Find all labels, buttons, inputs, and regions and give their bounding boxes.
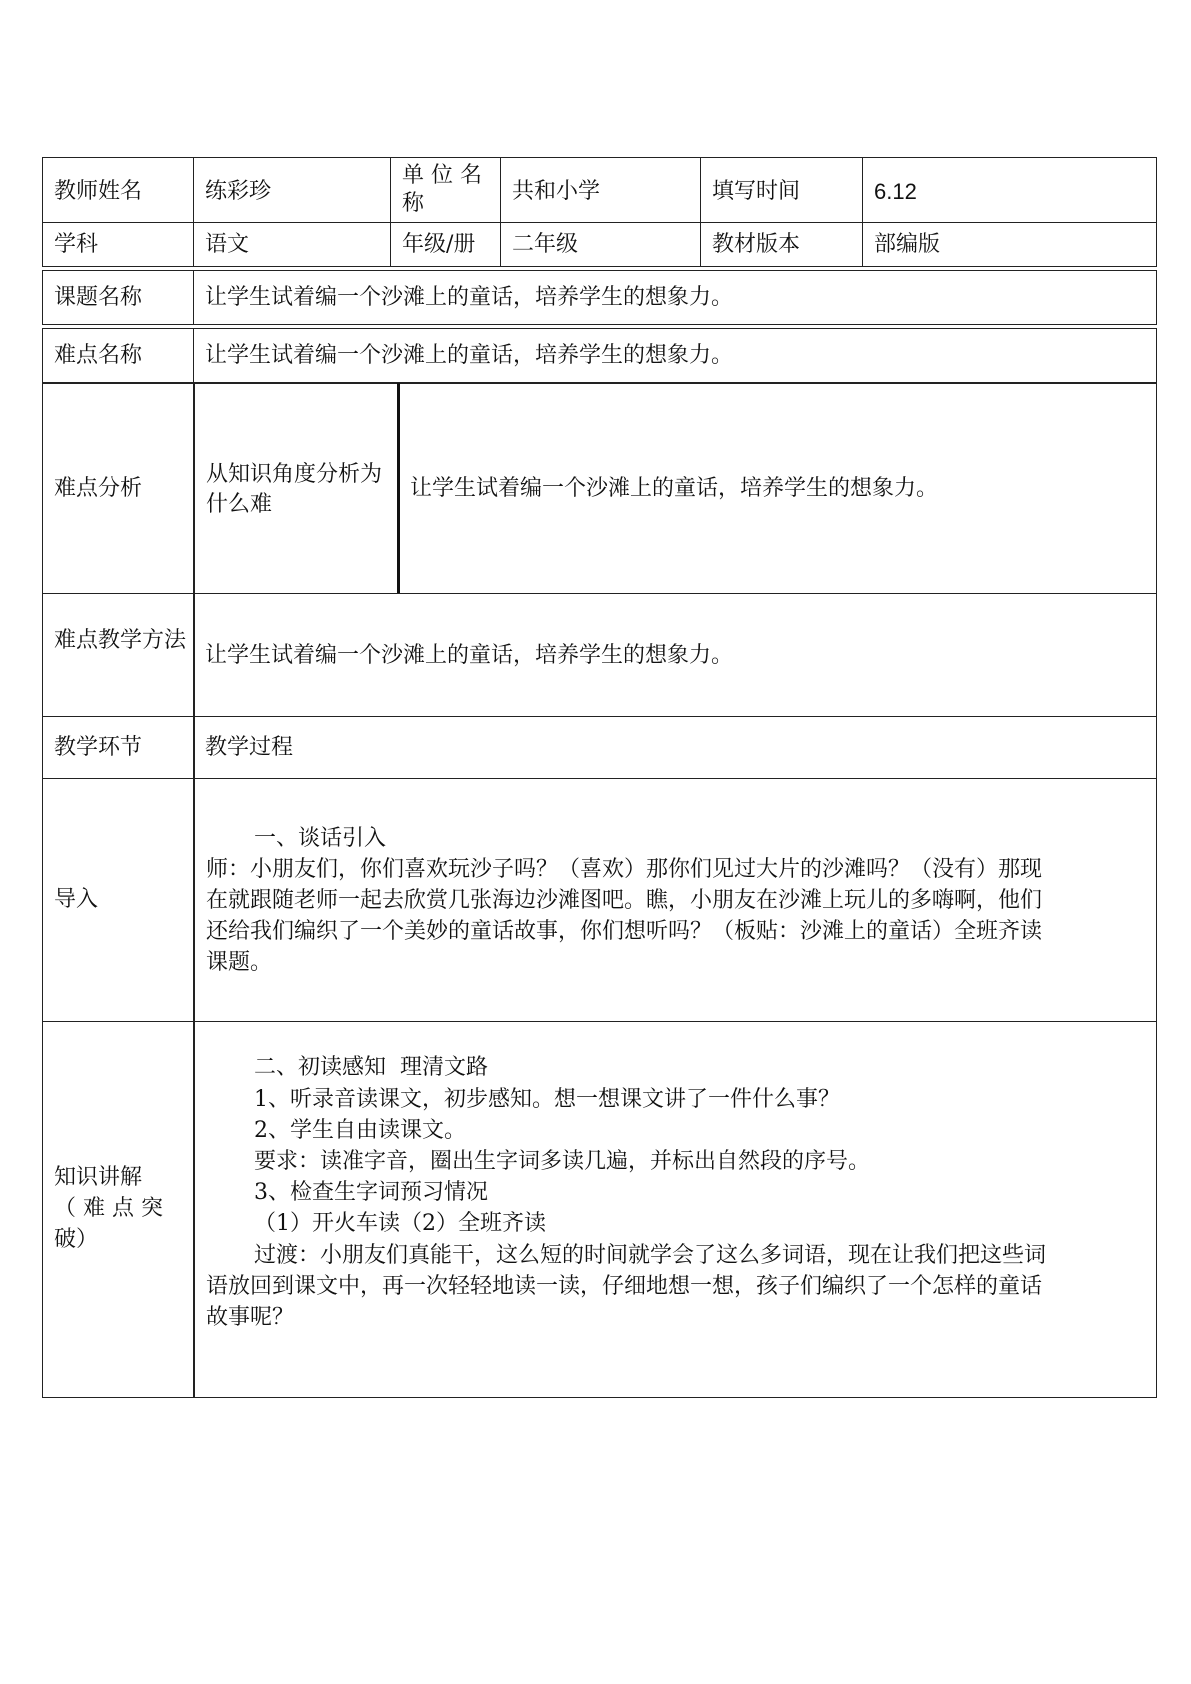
knowledge-transition-line-3: 故事呢？: [206, 1305, 295, 1330]
method-label: 难点教学方法: [54, 628, 187, 653]
knowledge-label-line-2: （ 难 点 突: [54, 1196, 163, 1221]
knowledge-transition-line-2: 语放回到课文中，再一次轻轻地读一读，仔细地想一想，孩子们编织了一个怎样的童话: [206, 1274, 1043, 1299]
teacher-name-value: 练彩珍: [205, 179, 272, 204]
knowledge-label-line-1: 知识讲解: [54, 1165, 143, 1190]
stage-label: 教学环节: [54, 735, 143, 760]
intro-line-3: 还给我们编织了一个美妙的童话故事，你们想听吗？（板贴：沙滩上的童话）全班齐读: [206, 919, 1043, 944]
analysis-value: 让学生试着编一个沙滩上的童话，培养学生的想象力。: [410, 476, 939, 501]
knowledge-step-3: 3、检查生字词预习情况: [254, 1180, 488, 1205]
intro-heading: 一、谈话引入: [254, 826, 387, 851]
row-divider-process-header: [42, 778, 1157, 779]
row-divider-analysis: [42, 593, 1157, 594]
process-label: 教学过程: [205, 735, 294, 760]
analysis-label: 难点分析: [54, 476, 143, 501]
fill-time-value: 6.12: [874, 179, 917, 204]
knowledge-transition-line-1: 过渡：小朋友们真能干，这么短的时间就学会了这么多词语，现在让我们把这些词: [254, 1243, 1047, 1268]
difficulty-label: 难点名称: [54, 343, 143, 368]
fill-time-label: 填写时间: [712, 179, 801, 204]
knowledge-step-2: 2、学生自由读课文。: [254, 1118, 466, 1143]
grade-label: 年级/册: [402, 232, 476, 257]
textbook-value: 部编版: [874, 232, 941, 257]
intro-line-2: 在就跟随老师一起去欣赏几张海边沙滩图吧。瞧，小朋友在沙滩上玩儿的多嗨啊，他们: [206, 888, 1043, 913]
subject-value: 语文: [205, 232, 250, 257]
grade-value: 二年级: [512, 232, 579, 257]
intro-line-4: 课题。: [206, 950, 273, 975]
topic-value: 让学生试着编一个沙滩上的童话，培养学生的想象力。: [205, 285, 734, 310]
header-col-divider-2: [390, 157, 391, 267]
knowledge-reading-modes: （1）开火车读（2）全班齐读: [254, 1211, 546, 1236]
unit-name-label: 单 位 名 称: [402, 163, 482, 216]
unit-name-value: 共和小学: [512, 179, 601, 204]
header-row-divider: [42, 222, 1157, 223]
textbook-label: 教材版本: [712, 232, 801, 257]
row-divider-method: [42, 716, 1157, 717]
knowledge-step-1: 1、听录音读课文，初步感知。想一想课文讲了一件什么事？: [254, 1087, 840, 1112]
subject-label: 学科: [54, 232, 99, 257]
difficulty-value: 让学生试着编一个沙滩上的童话，培养学生的想象力。: [205, 343, 734, 368]
process-label-column-divider: [193, 383, 195, 1398]
intro-line-1: 师：小朋友们，你们喜欢玩沙子吗？（喜欢）那你们见过大片的沙滩吗？（没有）那现: [206, 857, 1043, 882]
knowledge-requirement: 要求：读准字音，圈出生字词多读几遍，并标出自然段的序号。: [254, 1149, 871, 1174]
method-value: 让学生试着编一个沙滩上的童话，培养学生的想象力。: [205, 643, 734, 668]
analysis-sub-label: 从知识角度分析为什么难: [206, 462, 383, 517]
analysis-inner-divider: [397, 383, 400, 593]
teacher-name-label: 教师姓名: [54, 179, 143, 204]
row-divider-intro: [42, 1021, 1157, 1022]
intro-label: 导入: [54, 887, 99, 912]
knowledge-heading: 二、初读感知 理清文路: [254, 1055, 488, 1080]
topic-label: 课题名称: [54, 285, 143, 310]
knowledge-label-line-3: 破）: [54, 1227, 99, 1252]
